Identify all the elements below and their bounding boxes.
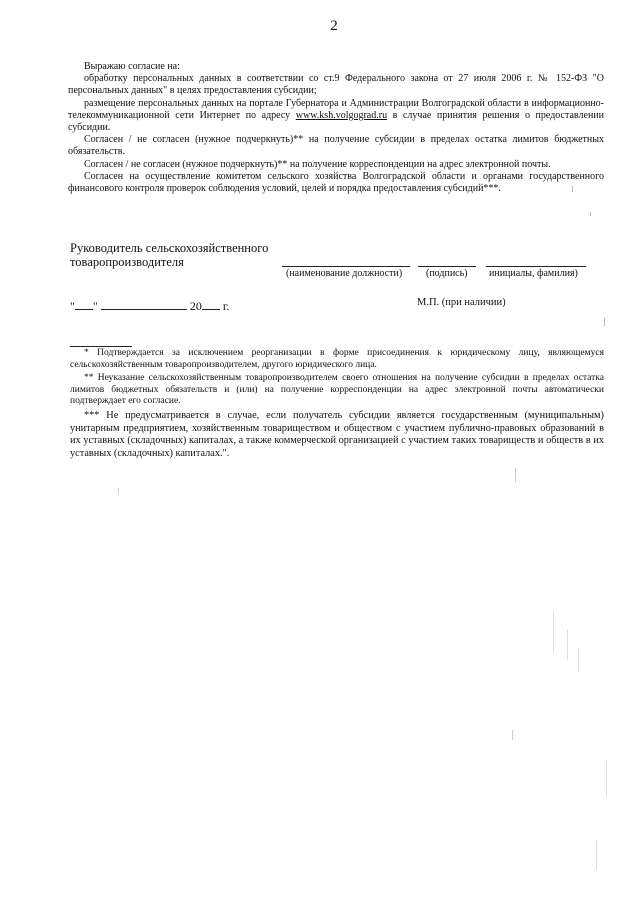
consent-item-personal-data: обработку персональных данных в соответствии со ст.9 Федерального закона от 27 июля 2006 г. № 152-ФЗ "О персональных данных" в целях предоставления субсидии; xyxy=(68,73,604,97)
consent-item-email: Согласен / не согласен (нужное подчеркнуть)** на получение корреспонденции на адрес электронной почты. xyxy=(84,158,551,170)
seal-label: М.П. (при наличии) xyxy=(417,297,506,308)
consent-intro: Выражаю согласие на: xyxy=(84,61,180,72)
consent-item-inspections: Согласен на осуществление комитетом сельского хозяйства Волгоградской области и органами государственного финансового контроля проверок соблюдения условий, целей и порядка предоставления субсидий***. xyxy=(68,170,604,195)
scan-speck xyxy=(118,488,119,494)
name-line xyxy=(486,266,586,267)
footnotes xyxy=(70,348,604,462)
name-caption: инициалы, фамилия) xyxy=(489,268,578,279)
footnote-divider xyxy=(70,346,132,347)
signature-caption: (подпись) xyxy=(426,268,468,279)
date-close-quote: " xyxy=(92,299,98,313)
position-line xyxy=(282,266,410,267)
footnote-2: ** Неуказание сельскохозяйственным товаропроизводителем своего отношения на получение субсидии в пределах остатка лимитов бюджетных обязательств и (или) на получение корреспонденции на адрес электронной почты автоматически подтверждает его согласие. xyxy=(70,373,604,407)
consent-item-budget-limits: Согласен / не согласен (нужное подчеркнуть)** на получение субсидии в пределах остатка лимитов бюджетных обязательств. xyxy=(68,134,604,158)
scan-speck xyxy=(590,212,591,216)
year-prefix: 20 xyxy=(189,299,202,313)
scan-speck xyxy=(572,186,573,192)
date-field xyxy=(70,298,229,314)
year-blank xyxy=(202,298,220,310)
footnote-1: * Подтверждается за исключением реорганизации в форме присоединения к юридическому лицу, являющемуся сельскохозяйственным товаропроизводителем, другого юридического лица. xyxy=(70,348,604,370)
scan-speck xyxy=(604,318,605,326)
scan-speck xyxy=(596,840,597,870)
position-caption: (наименование должности) xyxy=(286,268,403,279)
signature-line xyxy=(418,266,476,267)
website-link[interactable]: www.ksh.volgograd.ru xyxy=(295,109,388,121)
consent-section xyxy=(68,61,604,195)
signatory-title: Руководитель сельскохозяйственного товаропроизводителя xyxy=(70,241,269,269)
month-blank xyxy=(101,298,187,310)
scan-speck xyxy=(515,468,516,482)
scan-speck xyxy=(512,730,513,740)
consent-item-publication-tail: в случае принятия решения о предоставлении субсидии. xyxy=(68,109,604,134)
scan-speck xyxy=(553,612,554,652)
consent-item-publication-text: размещение персональных данных на портале Губернатора и Администрации Волгоградской области в информационно-телекоммуникационной сети Интернет по адресу xyxy=(68,97,604,121)
date-open-quote: " xyxy=(70,299,75,313)
scan-speck xyxy=(606,760,607,796)
day-blank xyxy=(75,298,93,310)
consent-item-publication xyxy=(68,98,604,135)
scan-speck xyxy=(567,630,568,660)
year-suffix: г. xyxy=(222,299,230,313)
page-number: 2 xyxy=(330,18,338,34)
scan-speck xyxy=(578,648,579,672)
footnote-3: *** Не предусматривается в случае, если получатель субсидии является государственным (муниципальным) унитарным предприятием, хозяйственным товариществом и обществом с участием публично-правовых образований в их уставных (складочных) капиталах, а также коммерческой организацией с участием таких товариществ и обществ в их уставных (складочных) капиталах.". xyxy=(70,409,604,459)
